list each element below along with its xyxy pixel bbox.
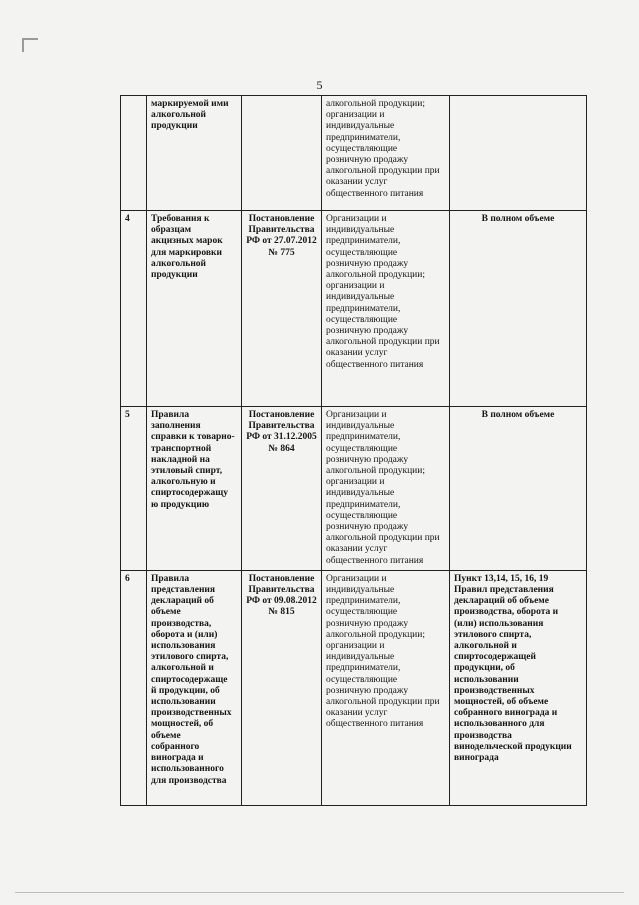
scope: В полном объеме — [450, 407, 587, 571]
row-number — [121, 96, 147, 211]
scope — [450, 96, 587, 211]
scope: В полном объеме — [450, 211, 587, 407]
scope: Пункт 13,14, 15, 16, 19 Правил представления деклараций об объеме производства, оборота и (или) использования этилового спирта, алкогольной и спиртосодержащей продукции, об использовании производственных мощностей, об объеме собранного винограда и использованного для производства винодельческой продукции винограда — [450, 570, 587, 805]
row-number: 5 — [121, 407, 147, 571]
subjects: алкогольной продукции; организации и индивидуальные предприниматели, осуществляющие розничную продажу алкогольной продукции при оказании услуг общественного питания — [322, 96, 450, 211]
scan-edge-line — [15, 892, 624, 893]
row-number: 4 — [121, 211, 147, 407]
subjects: Организации и индивидуальные предприниматели, осуществляющие розничную продажу алкогольной продукции; организации и индивидуальные предприниматели, осуществляющие розничную продажу алкогольной продукции при оказании услуг общественного питания — [322, 407, 450, 571]
legal-act: Постановление Правительства РФ от 09.08.2012 № 815 — [242, 570, 322, 805]
page-number: 5 — [316, 78, 323, 92]
table-row — [121, 570, 587, 805]
requirement-name: Требования к образцам акцизных марок для маркировки алкогольной продукции — [147, 211, 242, 407]
legal-act: Постановление Правительства РФ от 31.12.2005 № 864 — [242, 407, 322, 571]
legal-act: Постановление Правительства РФ от 27.07.2012 № 775 — [242, 211, 322, 407]
table-row — [121, 211, 587, 407]
legal-act — [242, 96, 322, 211]
requirement-name: Правила заполнения справки к товарно- транспортной накладной на этиловый спирт, алкогольную и спиртосодержащу ю продукцию — [147, 407, 242, 571]
requirement-name: Правила представления деклараций об объеме производства, оборота и (или) использования этилового спирта, алкогольной и спиртосодержаще й продукции, об использовании производственных мощностей, об объеме собранного винограда и использованного для производства — [147, 570, 242, 805]
table-row — [121, 407, 587, 571]
scan-corner-mark — [22, 38, 38, 52]
subjects: Организации и индивидуальные предприниматели, осуществляющие розничную продажу алкогольной продукции; организации и индивидуальные предприниматели, осуществляющие розничную продажу алкогольной продукции при оказании услуг общественного питания — [322, 570, 450, 805]
row-number: 6 — [121, 570, 147, 805]
requirement-name: маркируемой ими алкогольной продукции — [147, 96, 242, 211]
requirements-table — [120, 95, 587, 806]
subjects: Организации и индивидуальные предприниматели, осуществляющие розничную продажу алкогольной продукции; организации и индивидуальные предприниматели, осуществляющие розничную продажу алкогольной продукции при оказании услуг общественного питания — [322, 211, 450, 407]
table-row — [121, 96, 587, 211]
